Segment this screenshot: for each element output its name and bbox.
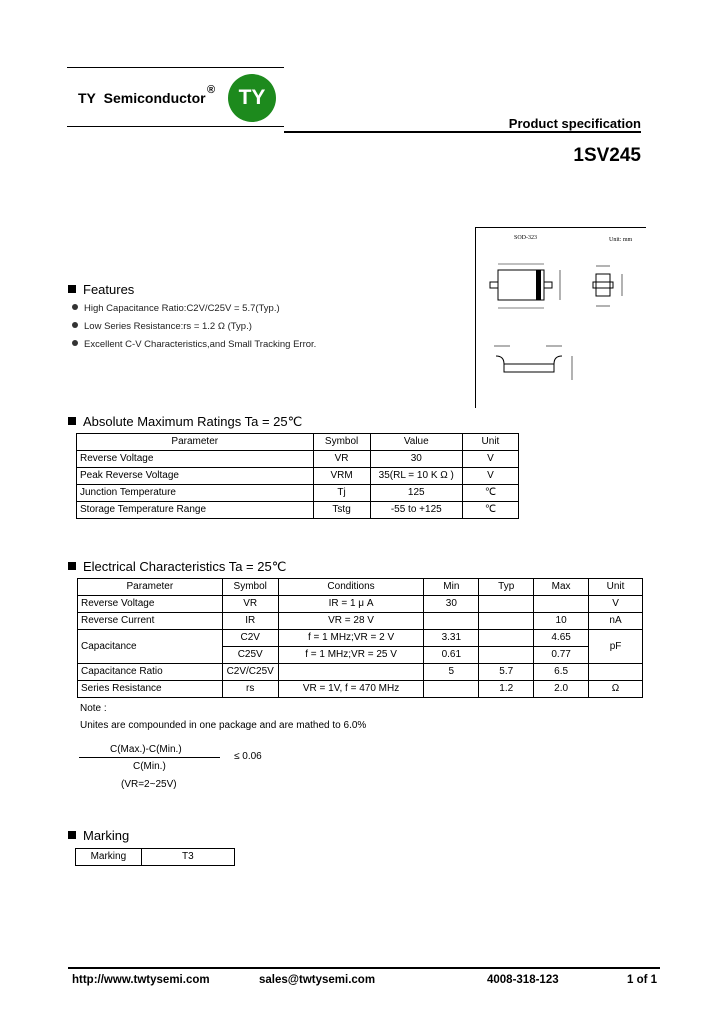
formula-numerator: C(Max.)-C(Min.) [110,744,182,755]
footer-url[interactable]: http://www.twtysemi.com [72,974,210,986]
abs-max-title-text: Absolute Maximum Ratings Ta = 25℃ [83,414,303,429]
header-cell: Value [370,434,462,451]
part-number: 1SV245 [573,145,641,166]
formula-result: ≤ 0.06 [234,751,262,762]
feature-item [72,303,280,314]
table-row [78,596,643,613]
package-front-view [504,364,554,372]
symbol-cell: rs [222,681,278,698]
header-cell: Symbol [313,434,370,451]
note-label: Note : [80,703,107,714]
features-title [68,282,134,297]
electrical-table [77,578,643,698]
feature-item [72,321,252,332]
table-row [78,681,643,698]
typ-cell [479,613,534,630]
unit-cell: nA [589,613,643,630]
header-cell: Typ [479,579,534,596]
section-square-icon [68,831,76,839]
symbol-cell: Tj [313,485,370,502]
company-name-text: Semiconductor [103,90,206,106]
table-row [78,613,643,630]
package-unit: Unit: mm [609,237,633,243]
product-specification: Product specification [508,116,641,131]
unit-cell: ℃ [462,502,518,519]
company-name [78,90,206,106]
electrical-title-text: Electrical Characteristics Ta = 25℃ [83,559,287,574]
ty-logo: TY [228,74,276,122]
param-cell: Capacitance [78,630,223,664]
table-row [77,485,519,502]
conditions-cell [278,664,424,681]
header-left-rule [67,126,284,127]
package-label: SOD-323 [514,235,538,241]
header-cell: Parameter [78,579,223,596]
unit-cell: V [462,468,518,485]
package-outline-drawing [475,227,646,408]
package-drawing-svg [476,228,646,408]
param-cell: Reverse Voltage [77,451,314,468]
marking-label-cell: Marking [76,849,142,866]
section-square-icon [68,562,76,570]
typ-cell [479,647,534,664]
package-side-view [596,274,610,296]
table-row [77,451,519,468]
package-lead-right [544,282,552,288]
max-cell: 2.0 [534,681,589,698]
symbol-cell: IR [222,613,278,630]
table-row [78,630,643,647]
abs-max-table [76,433,519,519]
param-cell: Reverse Voltage [78,596,223,613]
symbol-cell: Tstg [313,502,370,519]
conditions-cell: VR = 1V, f = 470 MHz [278,681,424,698]
value-cell: 30 [370,451,462,468]
footer-rule [68,967,660,969]
min-cell [424,681,479,698]
registered-mark: ® [207,84,216,96]
conditions-cell: f = 1 MHz;VR = 25 V [278,647,424,664]
typ-cell: 5.7 [479,664,534,681]
unit-cell [589,664,643,681]
unit-cell: Ω [589,681,643,698]
max-cell: 4.65 [534,630,589,647]
note-text: Unites are compounded in one package and are mathed to 6.0% [80,720,367,731]
front-lead-right [554,356,562,364]
value-cell: 35(RL = 10 K Ω ) [370,468,462,485]
formula-fraction-bar [79,757,220,758]
param-cell: Capacitance Ratio [78,664,223,681]
conditions-cell: VR = 28 V [278,613,424,630]
symbol-cell: VR [222,596,278,613]
unit-cell: pF [589,630,643,664]
header-cell: Conditions [278,579,424,596]
header-cell: Unit [462,434,518,451]
bullet-icon [72,340,78,346]
header-cell: Min [424,579,479,596]
company-prefix: TY [78,90,96,106]
param-cell: Junction Temperature [77,485,314,502]
symbol-cell: C2V [222,630,278,647]
max-cell: 10 [534,613,589,630]
min-cell: 0.61 [424,647,479,664]
header-top-rule [67,67,284,68]
param-cell: Storage Temperature Range [77,502,314,519]
value-cell: -55 to +125 [370,502,462,519]
header-cell: Unit [589,579,643,596]
formula-denominator: C(Min.) [133,761,166,772]
unit-cell: ℃ [462,485,518,502]
bullet-icon [72,304,78,310]
feature-item [72,339,316,350]
section-square-icon [68,285,76,293]
max-cell [534,596,589,613]
table-row [77,468,519,485]
marking-title [68,828,129,843]
marking-title-text: Marking [83,828,130,843]
symbol-cell: C25V [222,647,278,664]
max-cell: 0.77 [534,647,589,664]
package-lead-left [490,282,498,288]
table-row [77,502,519,519]
footer-email[interactable]: sales@twtysemi.com [259,974,376,986]
typ-cell [479,630,534,647]
typ-cell [479,596,534,613]
symbol-cell: C2V/C25V [222,664,278,681]
param-cell: Peak Reverse Voltage [77,468,314,485]
header-cell: Max [534,579,589,596]
header-cell: Symbol [222,579,278,596]
unit-cell: V [462,451,518,468]
table-row [76,849,235,866]
bullet-icon [72,322,78,328]
table-row [78,664,643,681]
formula-condition: (VR=2~25V) [121,779,177,790]
feature-text: High Capacitance Ratio:C2V/C25V = 5.7(Typ.) [84,303,280,314]
min-cell: 30 [424,596,479,613]
typ-cell: 1.2 [479,681,534,698]
table-header-row [77,434,519,451]
footer-phone: 4008-318-123 [487,974,559,986]
cathode-band [536,270,541,300]
header-cell: Parameter [77,434,314,451]
param-cell: Reverse Current [78,613,223,630]
feature-text: Low Series Resistance:rs = 1.2 Ω (Typ.) [84,321,252,332]
header-right-rule [284,131,641,133]
value-cell: 125 [370,485,462,502]
abs-max-title [68,414,302,430]
conditions-cell: f = 1 MHz;VR = 2 V [278,630,424,647]
param-cell: Series Resistance [78,681,223,698]
symbol-cell: VR [313,451,370,468]
footer-page-number: 1 of 1 [627,974,658,986]
min-cell: 5 [424,664,479,681]
marking-table [75,848,235,866]
table-header-row [78,579,643,596]
features-title-text: Features [83,282,135,297]
front-lead-left [496,356,504,364]
feature-text: Excellent C-V Characteristics,and Small Tracking Error. [84,339,317,350]
symbol-cell: VRM [313,468,370,485]
electrical-title [68,559,286,575]
unit-cell: V [589,596,643,613]
conditions-cell: IR = 1 μ A [278,596,424,613]
max-cell: 6.5 [534,664,589,681]
marking-value-cell: T3 [141,849,234,866]
min-cell [424,613,479,630]
section-square-icon [68,417,76,425]
min-cell: 3.31 [424,630,479,647]
